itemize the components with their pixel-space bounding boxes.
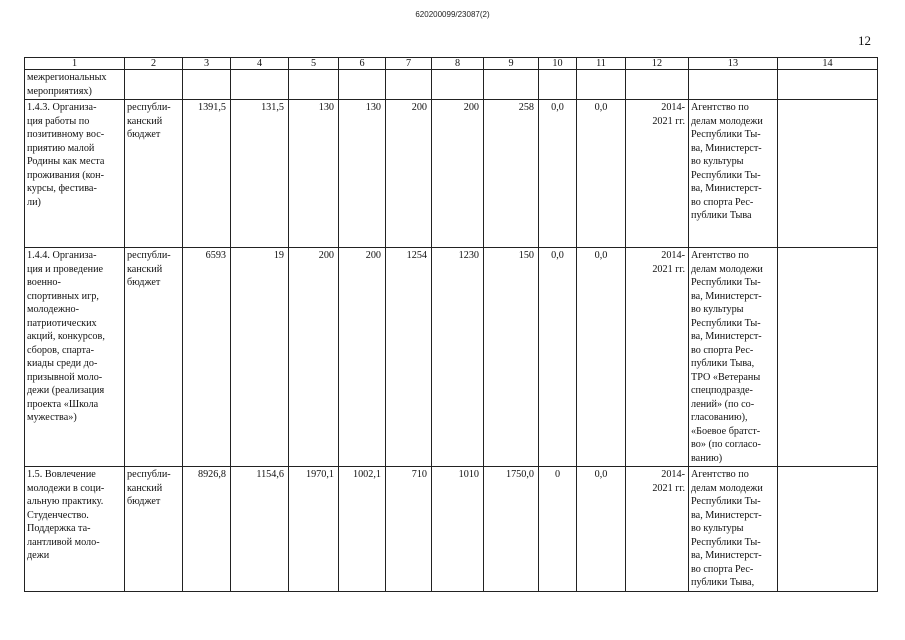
table-row <box>25 100 878 248</box>
header-cell-1: 1 <box>25 58 125 70</box>
total-cell: 6593 <box>183 248 231 467</box>
total-cell: 1391,5 <box>183 100 231 248</box>
note-cell <box>778 467 878 592</box>
period-cell <box>626 70 689 100</box>
activity-cell: 1.4.3. Организа- ция работы по позитивному вос- приятию малой Родины как места проживания (кон- курсы, фестива- ли) <box>25 100 125 248</box>
value-cell: 0,0 <box>577 467 626 592</box>
responsible-cell <box>689 70 778 100</box>
period-cell: 2014- 2021 гг. <box>626 467 689 592</box>
value-cell: 150 <box>484 248 539 467</box>
value-cell <box>231 70 289 100</box>
value-cell: 0,0 <box>577 100 626 248</box>
table-row <box>25 70 878 100</box>
value-cell: 0 <box>539 467 577 592</box>
value-cell: 0,0 <box>539 100 577 248</box>
activity-cell: 1.5. Вовлечение молодежи в соци- альную практику. Студенчество. Поддержка та- лантливой моло- дежи <box>25 467 125 592</box>
header-cell-10: 10 <box>539 58 577 70</box>
value-cell: 130 <box>339 100 386 248</box>
responsible-cell: Агентство по делам молодежи Республики Ты- ва, Министерст- во культуры Республики Ты- ва, Министерст- во спорта Рес- публики Тыва <box>689 100 778 248</box>
period-cell: 2014- 2021 гг. <box>626 100 689 248</box>
value-cell: 19 <box>231 248 289 467</box>
responsible-cell: Агентство по делам молодежи Республики Ты- ва, Министерст- во культуры Республики Ты- ва, Министерст- во спорта Рес- публики Тыва, ТРО «Ветераны спецподразде- лений» (по со- гласованию), «Боевое братст- во» (по согласо- ванию) <box>689 248 778 467</box>
header-cell-9: 9 <box>484 58 539 70</box>
responsible-cell: Агентство по делам молодежи Республики Ты- ва, Министерст- во культуры Республики Ты- ва, Министерст- во спорта Рес- публики Тыва, <box>689 467 778 592</box>
header-cell-4: 4 <box>231 58 289 70</box>
page-number: 12 <box>858 33 871 48</box>
value-cell <box>577 70 626 100</box>
document-id: 620200099/23087(2) <box>415 10 490 19</box>
header-cell-3: 3 <box>183 58 231 70</box>
total-cell: 8926,8 <box>183 467 231 592</box>
value-cell: 710 <box>386 467 432 592</box>
value-cell: 130 <box>289 100 339 248</box>
header-cell-14: 14 <box>778 58 878 70</box>
table-row <box>25 248 878 467</box>
value-cell: 258 <box>484 100 539 248</box>
value-cell <box>339 70 386 100</box>
funding-source-cell <box>125 70 183 100</box>
activity-cell: 1.4.4. Организа- ция и проведение военно- спортивных игр, молодежно- патриотических акций, конкурсов, сборов, спарта- киады среди до- призывной моло- дежи (реализация проекта «Школа мужества») <box>25 248 125 467</box>
value-cell: 1010 <box>432 467 484 592</box>
header-cell-8: 8 <box>432 58 484 70</box>
funding-source-cell: республи- канский бюджет <box>125 248 183 467</box>
value-cell <box>386 70 432 100</box>
value-cell: 200 <box>289 248 339 467</box>
value-cell: 1254 <box>386 248 432 467</box>
funding-source-cell: республи- канский бюджет <box>125 100 183 248</box>
period-cell: 2014- 2021 гг. <box>626 248 689 467</box>
value-cell: 1230 <box>432 248 484 467</box>
value-cell: 1002,1 <box>339 467 386 592</box>
funding-source-cell: республи- канский бюджет <box>125 467 183 592</box>
value-cell: 131,5 <box>231 100 289 248</box>
value-cell: 0,0 <box>577 248 626 467</box>
note-cell <box>778 100 878 248</box>
header-cell-5: 5 <box>289 58 339 70</box>
value-cell <box>484 70 539 100</box>
header-row <box>25 58 878 70</box>
header-cell-2: 2 <box>125 58 183 70</box>
activity-cell: межрегиональных мероприятиях) <box>25 70 125 100</box>
table-row <box>25 467 878 592</box>
value-cell: 1750,0 <box>484 467 539 592</box>
value-cell: 1154,6 <box>231 467 289 592</box>
header-cell-7: 7 <box>386 58 432 70</box>
header-cell-13: 13 <box>689 58 778 70</box>
value-cell <box>289 70 339 100</box>
value-cell: 200 <box>432 100 484 248</box>
value-cell <box>539 70 577 100</box>
header-cell-6: 6 <box>339 58 386 70</box>
note-cell <box>778 248 878 467</box>
value-cell: 200 <box>386 100 432 248</box>
header-cell-11: 11 <box>577 58 626 70</box>
header-cell-12: 12 <box>626 58 689 70</box>
program-table <box>24 57 878 592</box>
value-cell <box>432 70 484 100</box>
note-cell <box>778 70 878 100</box>
value-cell: 0,0 <box>539 248 577 467</box>
total-cell <box>183 70 231 100</box>
value-cell: 1970,1 <box>289 467 339 592</box>
value-cell: 200 <box>339 248 386 467</box>
